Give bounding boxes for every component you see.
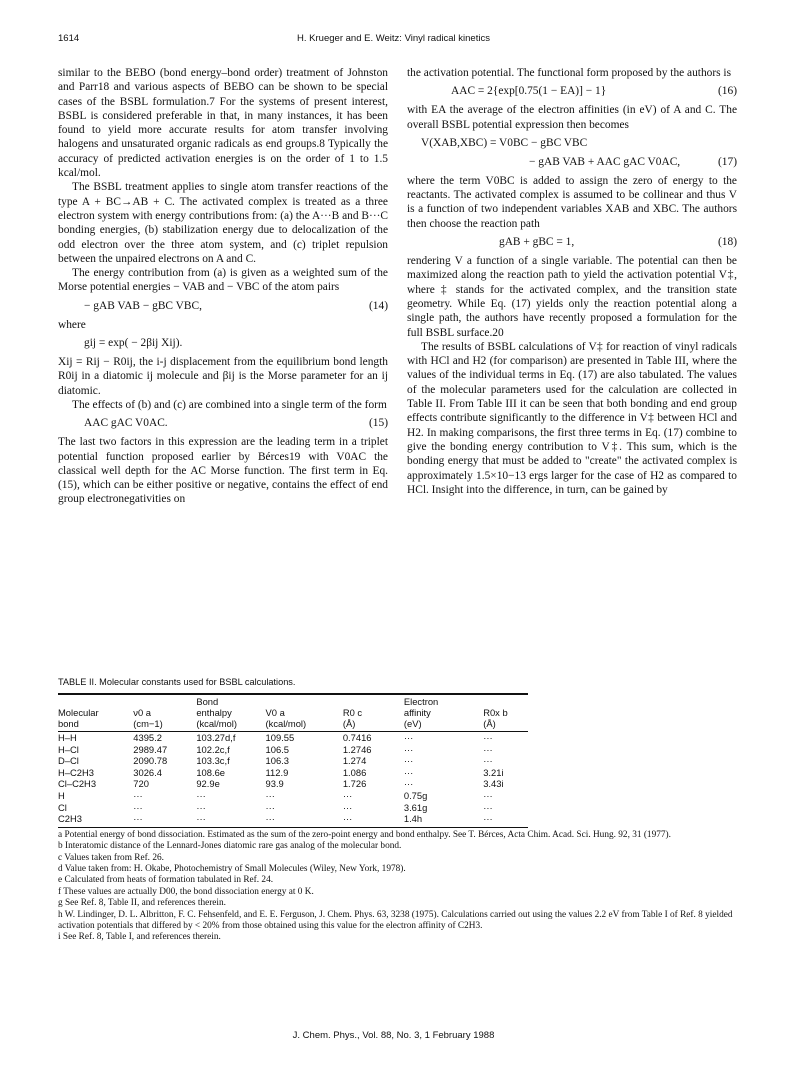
equation-number: (14) (369, 299, 388, 312)
table-cell: ··· (265, 813, 275, 825)
paragraph: The effects of (b) and (c) are combined into a single term of the form (72, 398, 387, 411)
table-cell: ··· (483, 813, 493, 825)
table-cell: D–Cl (58, 755, 79, 767)
footnote: h W. Lindinger, D. L. Albritton, F. C. Fehsenfeld, and E. E. Ferguson, J. Chem. Phys. 63, 3238 (1975). Calculations carried out using the values 2.2 eV from Table I of Ref. 8 yielded activation potentials that differed by < 20% from those obtained using this value for the electron affinity of C2H3. (58, 909, 733, 931)
equation-number: (17) (718, 155, 737, 168)
footnote: c Values taken from Ref. 26. (58, 852, 164, 863)
table-cell: ··· (196, 801, 206, 813)
equation-body-line2: − gAB VAB + AAC gAC V0AC, (529, 155, 681, 168)
footnote: e Calculated from heats of formation tabulated in Ref. 24. (58, 875, 274, 886)
paragraph: The energy contribution from (a) is given as a weighted sum of the Morse potential energies − VAB and − VBC of the atom pairs (58, 267, 388, 294)
equation-body: − gAB VAB − gBC VBC, (84, 299, 202, 312)
table-cell: 103.3c,f (196, 755, 230, 767)
table-body (58, 732, 528, 825)
footnote: b Interatomic distance of the Lennard-Jones diatomic rare gas analog of the molecular bond. (58, 841, 402, 852)
col-header: V0 a (kcal/mol) (265, 707, 307, 729)
paragraph: the activation potential. The functional form proposed by the authors is (407, 67, 732, 79)
table-cell: ··· (196, 789, 206, 801)
table-cell: 720 (133, 778, 149, 790)
table-cell: 1.086 (342, 766, 367, 778)
table-cell: 1.4h (403, 813, 423, 825)
paragraph: similar to the BEBO (bond energy–bond order) treatment of Johnston and Parr18 and various aspects of BEBO can be shown to be special cases of the BSBL formulation.7 For the systems of present interest, BSBL is considered preferable in that, in many instances, it has been found to yield more accurate results for atom transfer involving halogens and unsaturated organic radicals as end groups.8 Typically the accuracy of predicted activation energies is on the order of 1 to 1.5 kcal/mol. (58, 67, 388, 180)
table-row (58, 778, 528, 790)
table-cell: 0.75g (403, 789, 428, 801)
equation-number: (18) (718, 236, 737, 249)
table-cell: ··· (403, 755, 414, 767)
equation-18 (407, 233, 737, 252)
table-cell: 1.2746 (342, 743, 372, 755)
col-header: Electron affinity (eV) (403, 696, 439, 729)
equation-number: (16) (718, 85, 737, 98)
paragraph: The results of BSBL calculations of V‡ for reaction of vinyl radicals with HCl and H2 (for comparison) are presented in Table III, where the values of the individual terms in Eq. (17) are also tabulated. The values of the molecular parameters used for the calculation are collected in Table II. From Table III it can be seen that both bonding and end group effects contribute significantly to the difference in V‡ between HCl and H2. In making comparisons, the first three terms in Eq. (17) combine to give the bonding energy contribution to V‡. This sum, which is the bonding energy that must be added to "create" the activated complex is approximately 1.5×10−13 ergs larger for the case of H2 as compared to HCl. Insight into the difference, in turn, can be gained by (407, 340, 737, 496)
table-cell: 1.726 (342, 778, 367, 790)
paragraph: Xij = Rij − R0ij, the i-j displacement from the equilibrium bond length R0ij in a diatomic ij molecule and βij is the Morse parameter for an ij diatomic. (58, 356, 388, 397)
table-row (58, 744, 528, 756)
table-cell: ··· (133, 801, 143, 813)
table-cell: 1.274 (342, 755, 367, 767)
table-cell: ··· (196, 813, 206, 825)
left-column (58, 66, 388, 507)
table-cell: 3026.4 (133, 766, 162, 778)
table-cell: 92.9e (196, 778, 220, 790)
paragraph: where the term V0BC is added to assign the zero of energy to the reactants. The activated complex is assumed to be collinear and thus V is a function of two independent variables XAB and XBC. The authors then choose the reaction path (407, 174, 737, 230)
table-cell: H–H (58, 732, 77, 743)
table-cell: Cl–C2H3 (58, 778, 97, 790)
table-cell: ··· (265, 801, 275, 813)
table-cell: ··· (265, 789, 275, 801)
table-cell: ··· (403, 743, 414, 755)
table-row (58, 732, 528, 744)
table-cell: C2H3 (58, 813, 82, 825)
table-cell: 2989.47 (133, 743, 168, 755)
table-cell: 3.21i (483, 766, 504, 778)
col-header: Molecular bond (58, 707, 99, 729)
running-head (58, 33, 729, 47)
table-cell: H (58, 789, 65, 801)
running-foot: J. Chem. Phys., Vol. 88, No. 3, 1 February 1988 (292, 1030, 495, 1041)
table-cell: ··· (403, 732, 414, 743)
table-cell: 2090.78 (133, 755, 168, 767)
footnote: i See Ref. 8, Table I, and references therein. (58, 932, 221, 943)
table-row (58, 790, 528, 802)
table-cell: 112.9 (265, 766, 289, 778)
table-cell: ··· (483, 732, 493, 743)
equation-body: AAC = 2{exp[0.75(1 − EA)] − 1} (451, 85, 607, 98)
col-header: Bond enthalpy (kcal/mol) (196, 696, 237, 729)
table-cell: ··· (483, 801, 493, 813)
table-cell: 102.2c,f (196, 743, 230, 755)
table-cell: 108.6e (196, 766, 226, 778)
running-title: H. Krueger and E. Weitz: Vinyl radical kinetics (297, 33, 490, 44)
table-cell: 106.3 (265, 755, 289, 767)
table-cell: ··· (342, 813, 353, 825)
table-cell: ··· (403, 778, 414, 790)
table-ii (58, 677, 733, 944)
table-cell: ··· (483, 743, 493, 755)
table-caption: TABLE II. Molecular constants used for BSBL calculations. (58, 677, 296, 687)
table-cell: ··· (133, 789, 143, 801)
equation-14 (58, 297, 388, 316)
table-header-row (58, 695, 528, 731)
footnote: g See Ref. 8, Table II, and references therein. (58, 898, 226, 909)
table-cell: 3.61g (403, 801, 428, 813)
paragraph: where (58, 318, 86, 331)
equation-g (58, 334, 388, 353)
paragraph: The BSBL treatment applies to single atom transfer reactions of the type A + BC→AB + C. The activated complex is treated as a three electron system with energy contributions from: (a) the A···B and B···C bonding energies, (b) stabilization energy due to delocalization of the odd electron over the three atom system, and (c) triplet repulsion between the unpaired electrons on A and C. (58, 181, 388, 265)
equation-number: (15) (369, 417, 388, 430)
table-cell: ··· (342, 789, 353, 801)
table-cell: ··· (342, 801, 353, 813)
equation-body-line1: V(XAB,XBC) = V0BC − gBC VBC (421, 136, 588, 149)
col-header: ν0 a (cm−1) (133, 707, 163, 729)
equation-body: gAB + gBC = 1, (499, 236, 575, 249)
table-cell: Cl (58, 801, 67, 813)
equation-17 (407, 134, 737, 172)
table-row (58, 802, 528, 814)
equation-15 (58, 414, 388, 433)
table-cell: ··· (133, 813, 143, 825)
page-number: 1614 (58, 33, 80, 44)
paragraph: with EA the average of the electron affinities (in eV) of A and C. The overall BSBL potential expression then becomes (407, 104, 737, 131)
table-footnotes (58, 830, 733, 944)
molecular-constants-table (58, 695, 528, 825)
table-cell: 106.5 (265, 743, 289, 755)
paragraph: rendering V a function of a single variable. The potential can then be maximized along the reaction path to yield the activation potential V‡, where ‡ stands for the activated complex, and the transition state geometry. While Eq. (17) yields only the reaction potential along a single path, the authors have recently proposed a formulation for the full BSBL surface.20 (407, 255, 737, 339)
table-cell: ··· (483, 789, 493, 801)
footnote: d Value taken from: H. Okabe, Photochemistry of Small Molecules (Wiley, New York, 1978). (58, 863, 406, 874)
equation-body: AAC gAC V0AC. (84, 417, 168, 430)
equation-body: gij = exp( − 2βij Xij). (84, 337, 183, 350)
table-row (58, 755, 528, 767)
footnote: a Potential energy of bond dissociation. Estimated as the sum of the zero-point energy and bond enthalpy. See T. Bérces, Acta Chim. Acad. Sci. Hung. 92, 31 (1977). (58, 829, 671, 840)
table-cell: ··· (483, 755, 493, 767)
equation-16 (407, 82, 737, 101)
table-bottom-rule (58, 827, 528, 828)
table-row (58, 813, 528, 825)
table-cell: 93.9 (265, 778, 284, 790)
col-header: R0x b (Å) (483, 707, 508, 729)
paragraph: The last two factors in this expression are the leading term in a triplet potential function proposed earlier by Bérces19 with V0AC the classical well depth for the AC Morse function. The first term in Eq. (15), which can be either positive or negative, contains the effect of end group electronegativities on (58, 436, 388, 506)
table-cell: H–Cl (58, 743, 79, 755)
table-cell: 3.43i (483, 778, 504, 790)
table-cell: 0.7416 (342, 732, 372, 743)
right-column (407, 66, 737, 497)
table-cell: 109.55 (265, 732, 295, 743)
table-cell: 4395.2 (133, 732, 162, 743)
table-cell: H–C2H3 (58, 766, 94, 778)
table-row (58, 767, 528, 779)
table-cell: ··· (403, 766, 414, 778)
col-header: R0 c (Å) (342, 707, 363, 729)
footnote: f These values are actually D00, the bond dissociation energy at 0 K. (58, 886, 314, 897)
table-cell: 103.27d,f (196, 732, 236, 743)
